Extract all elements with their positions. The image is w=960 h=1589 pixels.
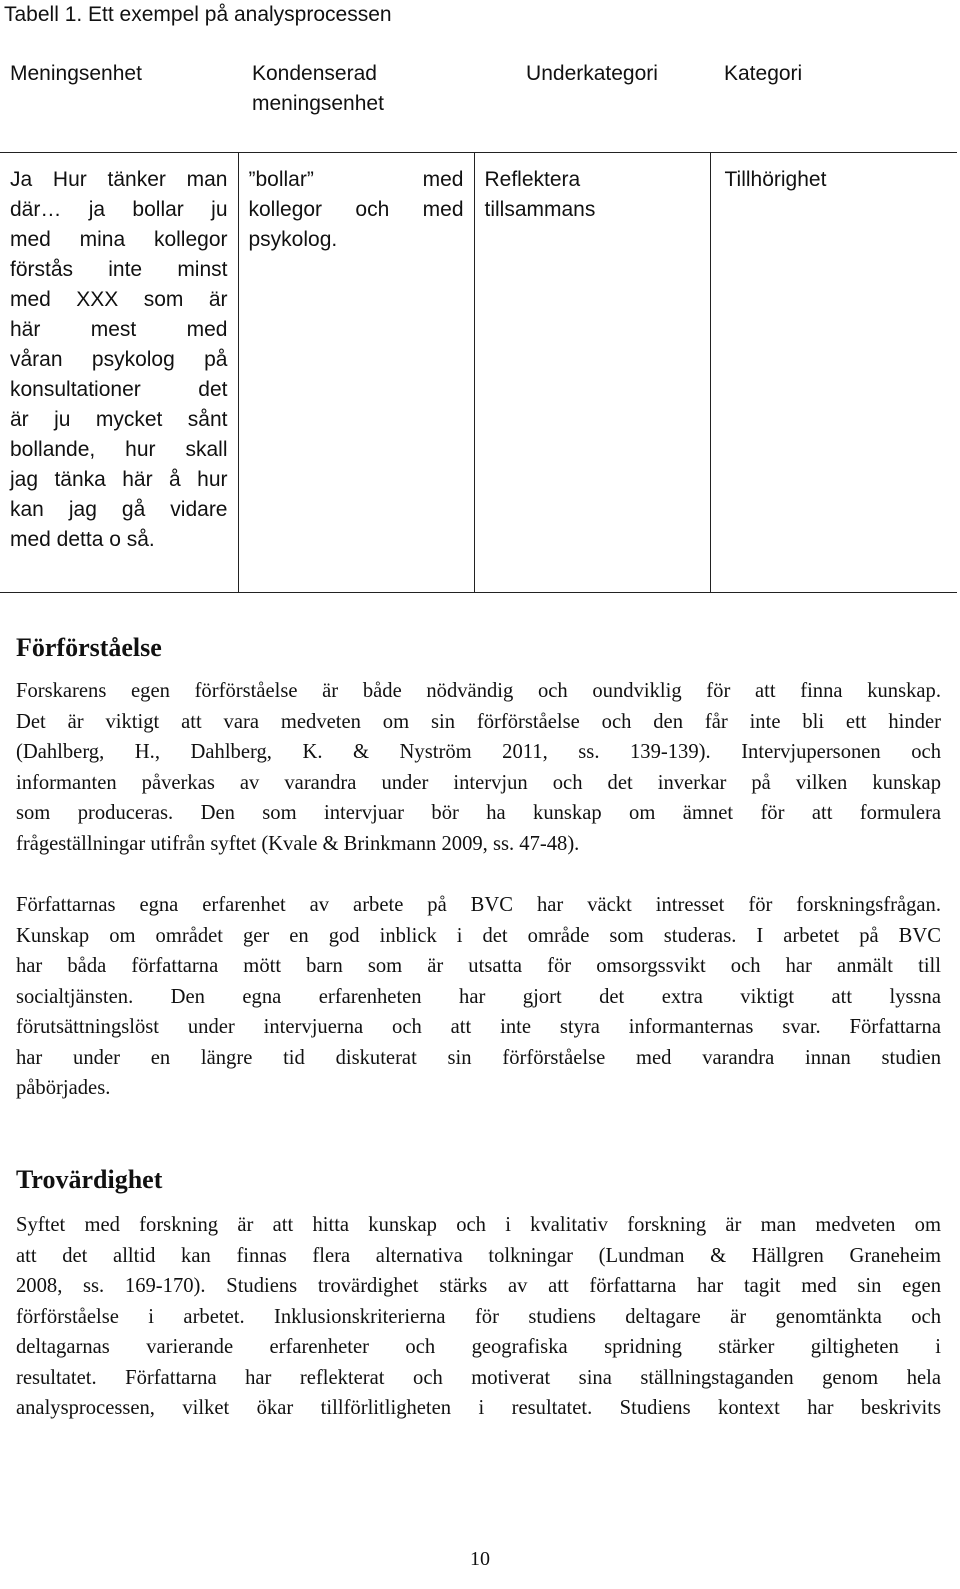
cell-kondenserad-meningsenhet bbox=[238, 153, 474, 593]
cell-line: Tillhörighet bbox=[724, 168, 827, 191]
paragraph-line: som produceras. Den som intervjuar bör ha kunskap om ämnet för att formulera bbox=[16, 802, 941, 824]
header-kategori: Kategori bbox=[710, 50, 957, 153]
paragraph-forforstaelse-1 bbox=[16, 676, 941, 859]
paragraph-line: Författarnas egna erfarenhet av arbete på BVC har väckt intresset för forskningsfrågan. bbox=[16, 894, 941, 916]
page-number: 10 bbox=[470, 1548, 490, 1570]
table-header-row bbox=[0, 50, 957, 153]
cell-line: psykolog. bbox=[248, 228, 338, 251]
table-caption: Tabell 1. Ett exempel på analysprocessen bbox=[4, 3, 392, 26]
paragraph-line: deltagarnas varierande erfarenheter och geografiska spridning stärker giltigheten i bbox=[16, 1336, 941, 1358]
cell-meningsenhet bbox=[0, 153, 238, 593]
cell-line: våran psykolog på bbox=[10, 348, 228, 371]
table-row bbox=[0, 153, 957, 593]
paragraph-line: Det är viktigt att vara medveten om sin förförståelse och den får inte bli ett hinder bbox=[16, 710, 941, 733]
cell-line: Ja Hur tänker man bbox=[10, 168, 228, 191]
cell-line: med detta o så. bbox=[10, 528, 155, 551]
section-heading-forforstaelse: Förförståelse bbox=[16, 633, 162, 662]
cell-line: bollande, hur skall bbox=[10, 438, 228, 461]
paragraph-line: har båda författarna mött barn som är utsatta för omsorgssvikt och har anmält till bbox=[16, 955, 941, 977]
paragraph-line: 2008, ss. 169-170). Studiens trovärdighet stärks av att författarna har tagit med sin egen bbox=[16, 1275, 941, 1297]
paragraph-line: Kunskap om området ger en god inblick i det område som studeras. I arbetet på BVC bbox=[16, 924, 941, 947]
header-underkategori: Underkategori bbox=[474, 50, 710, 153]
paragraph-forforstaelse-2 bbox=[16, 890, 941, 1104]
cell-line: tillsammans bbox=[484, 198, 596, 221]
cell-line: konsultationer det bbox=[10, 378, 228, 401]
cell-line: kollegor och med bbox=[248, 198, 464, 221]
paragraph-line: förutsättningslöst under intervjuerna och att inte styra informanternas svar. Författarna bbox=[16, 1016, 941, 1038]
paragraph-line: socialtjänsten. Den egna erfarenheten har gjort det extra viktigt att lyssna bbox=[16, 985, 941, 1008]
section-heading-trovardighet: Trovärdighet bbox=[16, 1165, 163, 1194]
cell-line: är ju mycket sånt bbox=[10, 408, 228, 431]
paragraph-line: har under en längre tid diskuterat sin förförståelse med varandra innan studien bbox=[16, 1046, 941, 1069]
cell-line: kan jag gå vidare bbox=[10, 498, 228, 521]
paragraph-line: att det alltid kan finnas flera alternativa tolkningar (Lundman & Hällgren Graneheim bbox=[16, 1244, 941, 1267]
header-kondenserad-meningsenhet: Kondenserad meningsenhet bbox=[238, 50, 474, 153]
analysis-table bbox=[0, 50, 957, 593]
cell-line: där… ja bollar ju bbox=[10, 198, 228, 221]
paragraph-line: frågeställningar utifrån syftet (Kvale & Brinkmann 2009, ss. 47-48). bbox=[16, 832, 580, 855]
cell-line: Reflektera bbox=[484, 168, 581, 191]
cell-line: jag tänka här å hur bbox=[10, 468, 228, 491]
cell-underkategori bbox=[474, 153, 710, 593]
paragraph-line: Forskarens egen förförståelse är både nödvändig och oundviklig för att finna kunskap. bbox=[16, 680, 941, 702]
cell-line: med XXX som är bbox=[10, 288, 228, 311]
paragraph-line: resultatet. Författarna har reflekterat och motiverat sina ställningstaganden genom hela bbox=[16, 1366, 941, 1389]
cell-line: med mina kollegor bbox=[10, 228, 228, 251]
paragraph-line: (Dahlberg, H., Dahlberg, K. & Nyström 2011, ss. 139-139). Intervjupersonen och bbox=[16, 741, 941, 763]
paragraph-line: påbörjades. bbox=[16, 1077, 111, 1099]
paragraph-trovardighet-1 bbox=[16, 1210, 941, 1424]
cell-line: här mest med bbox=[10, 318, 228, 341]
paragraph-line: Syftet med forskning är att hitta kunskap och i kvalitativ forskning är man medveten om bbox=[16, 1214, 941, 1236]
cell-line: förstås inte minst bbox=[10, 258, 228, 281]
cell-kategori bbox=[710, 153, 957, 593]
header-meningsenhet: Meningsenhet bbox=[0, 50, 238, 153]
cell-line: ”bollar” med bbox=[248, 168, 464, 191]
paragraph-line: informanten påverkas av varandra under intervjun och det inverkar på vilken kunskap bbox=[16, 771, 941, 794]
paragraph-line: förförståelse i arbetet. Inklusionskriterierna för studiens deltagare är genomtänkta och bbox=[16, 1305, 941, 1328]
paragraph-line: analysprocessen, vilket ökar tillförlitligheten i resultatet. Studiens kontext har beskrivits bbox=[16, 1397, 941, 1419]
